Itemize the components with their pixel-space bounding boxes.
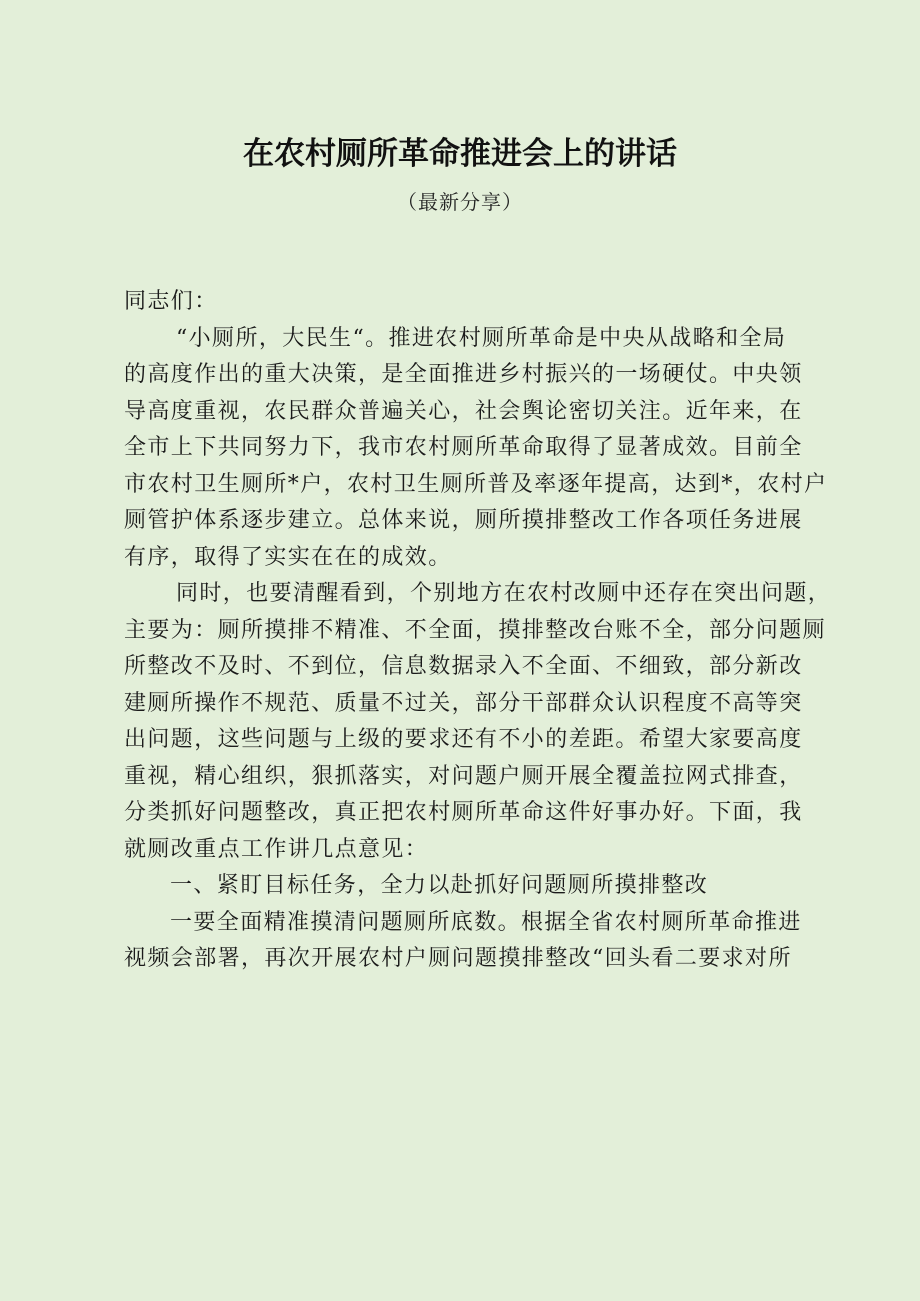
salutation-line: 同志们： <box>124 289 218 314</box>
paragraph-line: 建厕所操作不规范、质量不过关，部分干部群众认识程度不高等突 <box>124 690 803 716</box>
paragraph-line: 厕管护体系逐步建立。总体来说，厕所摸排整改工作各项任务进展 <box>124 508 803 533</box>
paragraph-line: 一要全面精准摸清问题厕所底数。根据全省农村厕所革命推进 <box>170 909 802 935</box>
paragraph-line: 分类抓好问题整改，真正把农村厕所革命这件好事办好。下面，我 <box>124 800 803 825</box>
paragraph-line: 所整改不及时、不到位，信息数据录入不全面、不细致，部分新改 <box>124 654 803 679</box>
paragraph-line: 市农村卫生厕所*户，农村卫生厕所普及率逐年提高，达到*，农村户 <box>124 471 828 497</box>
paragraph-line: 视频会部署，再次开展农村户厕问题摸排整改“回头看二要求对所 <box>124 946 792 971</box>
paragraph-line: 就厕改重点工作讲几点意见： <box>124 836 429 862</box>
paragraph-line: 有序，取得了实实在在的成效。 <box>124 544 452 570</box>
paragraph-line: 同时，也要清醒看到，个别地方在农村改厕中还存在突出问题， <box>176 581 832 606</box>
paragraph-line: 导高度重视，农民群众普遍关心，社会舆论密切关注。近年来，在 <box>124 398 803 424</box>
paragraph-line: 的高度作出的重大决策，是全面推进乡村振兴的一场硬仗。中央领 <box>124 362 803 387</box>
paragraph-line: 主要为：厕所摸排不精准、不全面，摸排整改台账不全，部分问题厕 <box>124 617 827 643</box>
paragraph-line: “小厕所，大民生“。推进农村厕所革命是中央从战略和全局 <box>176 325 787 351</box>
document-title: 在农村厕所革命推进会上的讲话 <box>243 136 677 172</box>
paragraph-line: 重视，精心组织，狠抓落实，对问题户厕开展全覆盖拉网式排查， <box>124 763 803 789</box>
document-subtitle: （最新分享） <box>397 190 523 214</box>
document-body <box>124 284 832 978</box>
paragraph-line: 出问题，这些问题与上级的要求还有不小的差距。希望大家要高度 <box>124 727 803 752</box>
paragraph-line: 全市上下共同努力下，我市农村厕所革命取得了显著成效。目前全 <box>124 435 803 460</box>
section-heading: 一、紧盯目标任务，全力以赴抓好问题厕所摸排整改 <box>170 873 709 898</box>
